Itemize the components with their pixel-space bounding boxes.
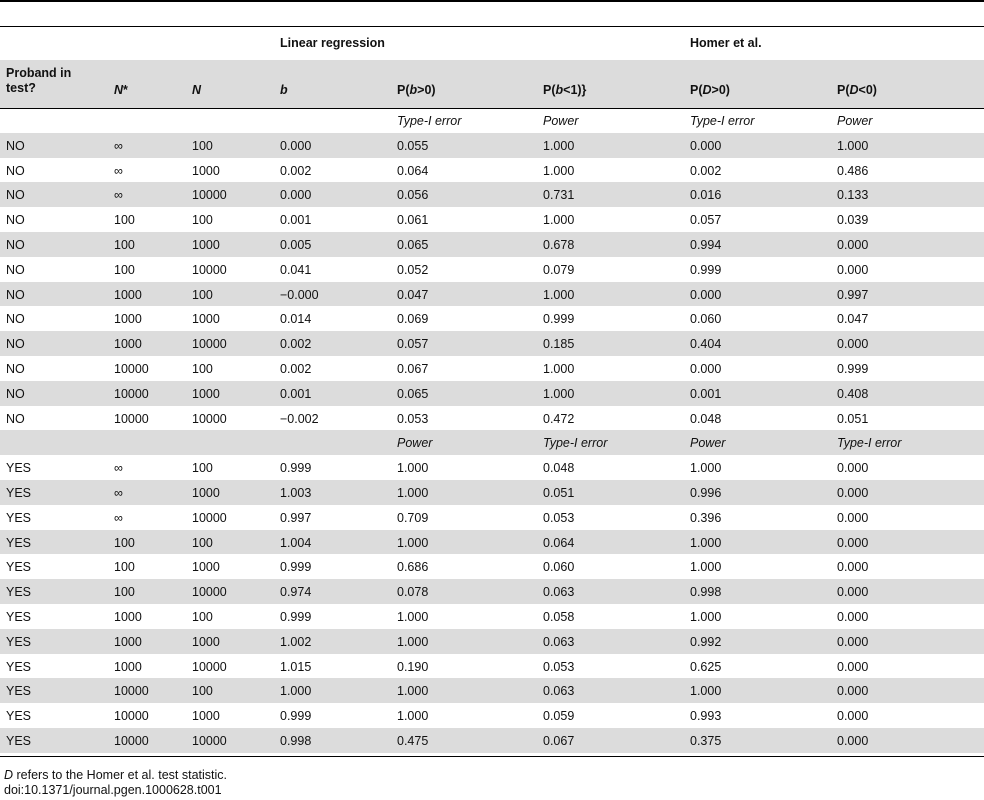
header-n-symbol: N (192, 83, 202, 97)
table-cell: 1.000 (397, 634, 429, 649)
table-cell: −0.000 (280, 287, 319, 302)
header-p-d-gt-0-var: D (702, 83, 712, 97)
table-cell: 0.051 (837, 411, 869, 426)
table-cell: 0.486 (837, 163, 869, 178)
table-cell: 0.997 (837, 287, 869, 302)
table-cell: 0.002 (690, 163, 722, 178)
subheader-label: Type-I error (543, 436, 608, 451)
table-cell: NO (6, 262, 25, 277)
table-cell: 100 (114, 585, 135, 600)
table-cell: 1.003 (280, 485, 312, 500)
table-cell: 0.000 (837, 560, 869, 575)
table-cell: 0.001 (280, 386, 312, 401)
table-cell: 1.000 (543, 361, 575, 376)
subheader-label: Type-I error (837, 436, 902, 451)
table-cell: 1000 (192, 237, 220, 252)
header-proband (6, 66, 96, 96)
table-cell: 0.055 (397, 138, 429, 153)
table-cell: 100 (192, 609, 213, 624)
table-cell: 10000 (192, 411, 227, 426)
header-p-b-lt-1 (543, 83, 586, 97)
table-cell: ∞ (114, 510, 123, 525)
table-cell: 1000 (192, 485, 220, 500)
subheader-row (0, 430, 984, 455)
header-p-d-lt-0-pre: P( (837, 83, 850, 97)
table-bottom-rule (0, 756, 984, 757)
table-top-rule (0, 0, 984, 2)
table-cell: 1.000 (837, 138, 869, 153)
table-cell: 0.014 (280, 312, 312, 327)
table-cell: 0.052 (397, 262, 429, 277)
table-cell: 0.000 (837, 485, 869, 500)
table-cell: 1.000 (543, 287, 575, 302)
table-cell: 1.000 (690, 461, 722, 476)
table-cell: 100 (114, 560, 135, 575)
table-cell: 0.678 (543, 237, 575, 252)
table-cell: 10000 (192, 585, 227, 600)
table-cell: 0.047 (837, 312, 869, 327)
table-cell: 0.067 (397, 361, 429, 376)
table-cell: 0.472 (543, 411, 575, 426)
table-cell: 0.002 (280, 361, 312, 376)
table-row (0, 505, 984, 530)
table-cell: NO (6, 287, 25, 302)
table-cell: 0.078 (397, 585, 429, 600)
table-cell: 0.000 (280, 138, 312, 153)
table-cell: 0.396 (690, 510, 722, 525)
table-cell: 0.999 (280, 709, 312, 724)
table-cell: 10000 (114, 684, 149, 699)
table-row (0, 158, 984, 183)
table-cell: 0.060 (690, 312, 722, 327)
footnote-text: refers to the Homer et al. test statistic. (13, 768, 227, 782)
table-cell: 1.000 (280, 684, 312, 699)
table-cell: 1.015 (280, 659, 312, 674)
table-cell: 0.060 (543, 560, 575, 575)
table-cell: YES (6, 535, 32, 550)
table-cell: 0.000 (837, 262, 869, 277)
table-row (0, 207, 984, 232)
table-cell: 0.063 (543, 684, 575, 699)
table-cell: 100 (114, 262, 135, 277)
table-cell: NO (6, 213, 25, 228)
table-cell: 0.999 (837, 361, 869, 376)
table-cell: 0.994 (690, 237, 722, 252)
table-cell: 10000 (114, 361, 149, 376)
table-cell: 100 (192, 535, 213, 550)
header-n (192, 83, 201, 97)
table-cell: 1000 (192, 634, 220, 649)
table-cell: 0.064 (397, 163, 429, 178)
table-row (0, 356, 984, 381)
table-cell: YES (6, 560, 32, 575)
table-cell: 0.079 (543, 262, 575, 277)
table-cell: NO (6, 386, 25, 401)
subheader-label: Type-I error (397, 114, 462, 128)
table-cell: 10000 (192, 262, 227, 277)
table-cell: 0.992 (690, 634, 722, 649)
header-p-b-gt-0-pre: P( (397, 83, 410, 97)
table-cell: NO (6, 237, 25, 252)
table-cell: ∞ (114, 461, 123, 476)
table-cell: ∞ (114, 138, 123, 153)
subheader-label: Power (837, 114, 873, 128)
table-cell: 0.063 (543, 585, 575, 600)
table-cell: 1.000 (690, 535, 722, 550)
table-cell: YES (6, 684, 32, 699)
table-cell: 100 (192, 213, 213, 228)
table-cell: 1000 (192, 386, 220, 401)
table-cell: 10000 (114, 709, 149, 724)
table-row (0, 654, 984, 679)
header-p-d-lt-0-post: <0) (858, 83, 877, 97)
table-cell: 0.000 (837, 535, 869, 550)
table-cell: 0.000 (280, 188, 312, 203)
table-row (0, 678, 984, 703)
table-cell: 1000 (114, 609, 142, 624)
header-p-d-gt-0 (690, 83, 730, 97)
table-row (0, 530, 984, 555)
table-cell: 0.001 (280, 213, 312, 228)
table-cell: NO (6, 361, 25, 376)
footnote (4, 768, 227, 782)
table-cell: 0.064 (543, 535, 575, 550)
table-cell: 0.999 (280, 461, 312, 476)
table-cell: 0.996 (690, 485, 722, 500)
table-cell: 0.047 (397, 287, 429, 302)
table-cell: 1.000 (397, 535, 429, 550)
header-b-symbol: b (280, 83, 288, 97)
table-cell: 0.993 (690, 709, 722, 724)
table-row (0, 306, 984, 331)
table-cell: 0.731 (543, 188, 575, 203)
table-cell: NO (6, 163, 25, 178)
table-cell: 1000 (114, 312, 142, 327)
table-cell: 0.063 (543, 634, 575, 649)
table-row (0, 282, 984, 307)
table-body (0, 108, 984, 753)
table-cell: NO (6, 411, 25, 426)
table-cell: 0.000 (837, 585, 869, 600)
table-cell: YES (6, 659, 32, 674)
table-cell: YES (6, 733, 32, 748)
table-cell: NO (6, 312, 25, 327)
group-linear-regression: Linear regression (280, 36, 385, 50)
table-cell: 10000 (192, 659, 227, 674)
table-cell: 0.053 (543, 510, 575, 525)
table-cell: 1.002 (280, 634, 312, 649)
table-cell: 0.709 (397, 510, 429, 525)
table-cell: 1.000 (543, 163, 575, 178)
table-cell: YES (6, 485, 32, 500)
table-cell: 0.000 (837, 634, 869, 649)
header-p-b-lt-1-pre: P( (543, 83, 556, 97)
table-cell: 1.000 (543, 386, 575, 401)
table-cell: 1000 (114, 659, 142, 674)
table-cell: 100 (192, 461, 213, 476)
header-p-b-gt-0-var: b (409, 83, 418, 97)
table-cell: 10000 (192, 733, 227, 748)
table-row (0, 257, 984, 282)
subheader-label: Power (543, 114, 579, 128)
table-row (0, 182, 984, 207)
table-cell: 0.000 (690, 287, 722, 302)
table-cell: 0.625 (690, 659, 722, 674)
table-cell: 0.000 (837, 659, 869, 674)
table-cell: 100 (114, 237, 135, 252)
table-cell: 0.051 (543, 485, 575, 500)
table-row (0, 455, 984, 480)
table-cell: 0.005 (280, 237, 312, 252)
table-cell: YES (6, 461, 32, 476)
table-cell: 0.999 (280, 560, 312, 575)
table-cell: 0.999 (690, 262, 722, 277)
table-cell: 0.133 (837, 188, 869, 203)
subheader-label: Type-I error (690, 114, 755, 128)
table-cell: 0.000 (690, 138, 722, 153)
table-cell: 100 (114, 535, 135, 550)
header-p-b-lt-1-post: <1)} (563, 83, 587, 97)
table-cell: 100 (192, 684, 213, 699)
header-p-d-gt-0-post: >0) (711, 83, 730, 97)
table-cell: 0.408 (837, 386, 869, 401)
header-p-d-gt-0-pre: P( (690, 83, 703, 97)
header-proband-line2: test? (6, 81, 36, 95)
doi-line: doi:10.1371/journal.pgen.1000628.t001 (4, 783, 222, 797)
group-header-row (0, 26, 984, 61)
table-cell: 0.000 (690, 361, 722, 376)
table-cell: 1.000 (397, 684, 429, 699)
table-cell: −0.002 (280, 411, 319, 426)
table-row (0, 728, 984, 753)
table-cell: 1000 (114, 337, 142, 352)
table-row (0, 554, 984, 579)
table-cell: 0.185 (543, 337, 575, 352)
group-homer: Homer et al. (690, 36, 762, 50)
table-cell: 0.053 (543, 659, 575, 674)
table-cell: 0.039 (837, 213, 869, 228)
table-cell: 0.999 (543, 312, 575, 327)
table-row (0, 331, 984, 356)
table-cell: 0.041 (280, 262, 312, 277)
table-cell: 0.000 (837, 609, 869, 624)
table-cell: 10000 (114, 733, 149, 748)
table-cell: 0.000 (837, 337, 869, 352)
table-cell: 0.999 (280, 609, 312, 624)
table-row (0, 406, 984, 431)
table-row (0, 629, 984, 654)
table-cell: 0.686 (397, 560, 429, 575)
table-cell: 0.190 (397, 659, 429, 674)
table-cell: 0.375 (690, 733, 722, 748)
footnote-variable: D (4, 768, 14, 782)
table-cell: 100 (192, 138, 213, 153)
table-cell: 1.000 (397, 461, 429, 476)
header-b (280, 83, 288, 97)
header-proband-line1: Proband in (6, 66, 72, 80)
table-cell: 0.000 (837, 684, 869, 699)
table-cell: 0.067 (543, 733, 575, 748)
table-cell: 0.059 (543, 709, 575, 724)
table-row (0, 579, 984, 604)
table-row (0, 133, 984, 158)
table-cell: 0.000 (837, 461, 869, 476)
table-cell: 0.056 (397, 188, 429, 203)
table-cell: 1.000 (543, 138, 575, 153)
table-cell: 0.998 (690, 585, 722, 600)
table-cell: 1000 (192, 709, 220, 724)
subheader-row (0, 108, 984, 133)
table-cell: 0.048 (690, 411, 722, 426)
table-cell: YES (6, 709, 32, 724)
table-cell: YES (6, 634, 32, 649)
table-cell: 0.404 (690, 337, 722, 352)
subheader-label: Power (397, 436, 433, 451)
table-cell: 10000 (114, 411, 149, 426)
table-cell: 0.001 (690, 386, 722, 401)
header-p-d-lt-0-var: D (849, 83, 859, 97)
table-cell: YES (6, 585, 32, 600)
table-cell: 0.061 (397, 213, 429, 228)
table-cell: 0.998 (280, 733, 312, 748)
table-cell: 0.058 (543, 609, 575, 624)
table-cell: 0.974 (280, 585, 312, 600)
table-cell: 1000 (114, 634, 142, 649)
header-p-d-lt-0 (837, 83, 877, 97)
table-cell: 0.065 (397, 237, 429, 252)
table-cell: 0.016 (690, 188, 722, 203)
table-cell: 100 (192, 361, 213, 376)
table-cell: ∞ (114, 188, 123, 203)
header-n-star-symbol: N (114, 83, 124, 97)
table-cell: 1.000 (690, 609, 722, 624)
table-cell: YES (6, 609, 32, 624)
table-cell: 10000 (192, 337, 227, 352)
table-cell: 100 (192, 287, 213, 302)
table-cell: 10000 (192, 510, 227, 525)
table-cell: 0.475 (397, 733, 429, 748)
table-cell: 0.069 (397, 312, 429, 327)
table-cell: 1.004 (280, 535, 312, 550)
table-cell: NO (6, 337, 25, 352)
table-cell: ∞ (114, 485, 123, 500)
subheader-label: Power (690, 436, 726, 451)
table-cell: 0.065 (397, 386, 429, 401)
table-cell: 1.000 (397, 709, 429, 724)
table-cell: ∞ (114, 163, 123, 178)
table-cell: 0.000 (837, 733, 869, 748)
table-cell: 1.000 (543, 213, 575, 228)
header-p-b-gt-0 (397, 83, 436, 97)
table-cell: 0.000 (837, 510, 869, 525)
table-cell: 100 (114, 213, 135, 228)
header-p-b-lt-1-var: b (555, 83, 564, 97)
table-cell: 1000 (192, 312, 220, 327)
table-cell: 1000 (192, 163, 220, 178)
table-row (0, 381, 984, 406)
table-cell: 0.997 (280, 510, 312, 525)
table-cell: 0.002 (280, 337, 312, 352)
table-cell: 0.057 (397, 337, 429, 352)
table-cell: 1.000 (397, 609, 429, 624)
table-cell: 0.048 (543, 461, 575, 476)
table-cell: NO (6, 138, 25, 153)
header-p-b-gt-0-post: >0) (417, 83, 436, 97)
table-cell: 10000 (192, 188, 227, 203)
table-cell: 0.057 (690, 213, 722, 228)
table-cell: 1000 (114, 287, 142, 302)
table-cell: 1.000 (690, 560, 722, 575)
column-header-row (0, 60, 984, 109)
table-row (0, 604, 984, 629)
table-row (0, 703, 984, 728)
table-cell: YES (6, 510, 32, 525)
table-cell: 0.053 (397, 411, 429, 426)
header-n-star (114, 83, 128, 97)
table-cell: NO (6, 188, 25, 203)
header-n-star-suffix: * (123, 83, 128, 97)
table-cell: 1000 (192, 560, 220, 575)
table-row (0, 480, 984, 505)
table-cell: 10000 (114, 386, 149, 401)
table-cell: 0.000 (837, 237, 869, 252)
table-cell: 0.002 (280, 163, 312, 178)
table-cell: 1.000 (397, 485, 429, 500)
table-cell: 1.000 (690, 684, 722, 699)
table-cell: 0.000 (837, 709, 869, 724)
table-row (0, 232, 984, 257)
